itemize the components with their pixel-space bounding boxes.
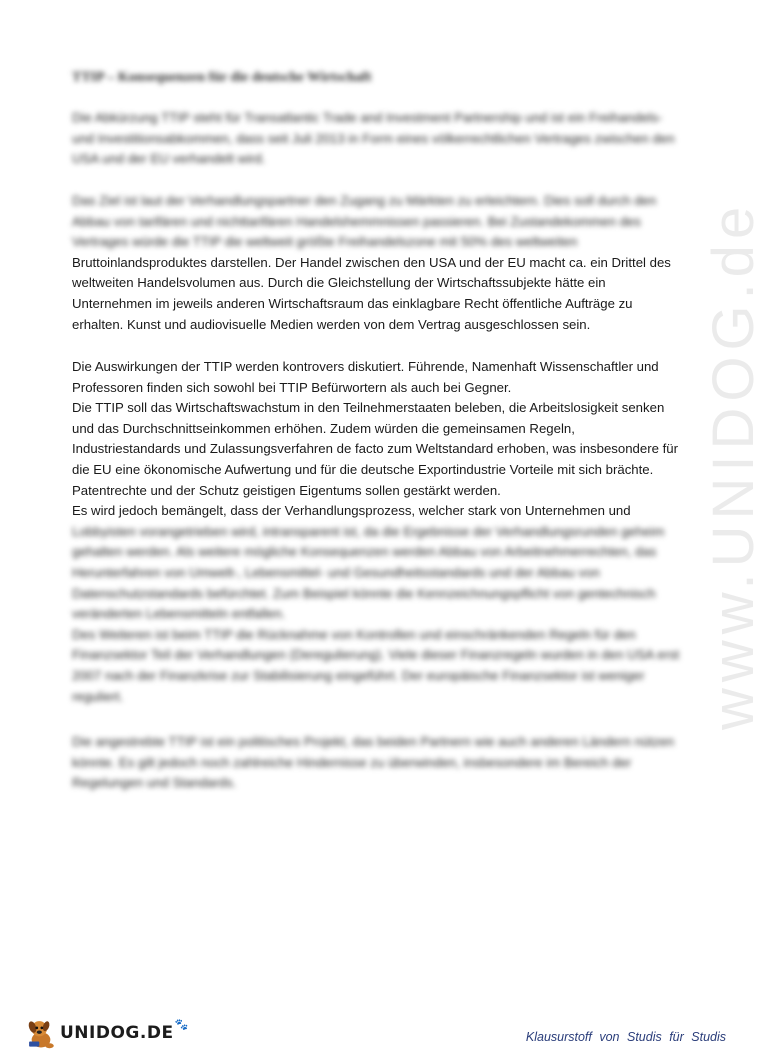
paragraph-effects-line1: Die Auswirkungen der TTIP werden kontrovers diskutiert. Führende, Namenhaft Wissenschaftler und Professoren finden sich sowohl bei TTIP Befürwortern als auch bei Gegner.: [72, 359, 659, 395]
paragraph-intro-text: Die Abkürzung TTIP steht für Transatlantic Trade and Investment Partnership und ist ein Freihandels- und Investitionsabkommen, dass seit Juli 2013 in Form eines völkerrechtlichen Vertrages zwischen den USA und der EU verhandelt wird.: [72, 110, 675, 167]
paragraph-conclusion: [72, 732, 682, 794]
unidog-logo[interactable]: [24, 1016, 188, 1050]
paragraph-effects-line2: Die TTIP soll das Wirtschaftswachstum in den Teilnehmerstaaten beleben, die Arbeitslosigkeit senken und das Durchschnittseinkommen erhöhen. Zudem würden die gemeinsamen Regeln, Industriestandards und Zulassungsverfahren de facto zum Weltstandard erhoben, was insbesondere für die EU eine ökonomische Aufwertung und für die deutsche Exportindustrie Vorteile mit sich brächte. Patentrechte und der Schutz geistigen Eigentums sollen gestärkt werden.: [72, 400, 679, 498]
dog-mascot-icon: [24, 1016, 58, 1050]
footer-tagline: Klausurstoff von Studis für Studis: [525, 1030, 726, 1044]
logo-text: UNIDOG.DE: [60, 1023, 174, 1043]
paragraph-effects-blurred: Lobbyisten vorangetrieben wird, intransparent ist, da die Ergebnisse der Verhandlungsrunden geheim gehalten werden. Als weitere mögliche Konsequenzen werden Abbau von Arbeitnehmerrechten, das Herunterfahren von Umwelt-, Lebensmittel- und Gesundheitsstandards und der Abbau von Datenschutzstandards befürchtet. Zum Beispiel könnte die Kennzeichnungspflicht von gentechnisch veränderten Lebensmitteln entfallen.: [72, 523, 665, 622]
paragraph-effects: [72, 357, 682, 707]
paragraph-goals: [72, 191, 682, 335]
paragraph-intro: [72, 108, 682, 170]
paragraph-goals-blurred: Das Ziel ist laut der Verhandlungspartner den Zugang zu Märkten zu erleichtern. Dies soll durch den Abbau von tarifären und nichttarifären Handelshemmnissen passieren. Bei Zustandekommen des Vertrages würde die TTIP die weltweit größte Freihandelszone mit 50% des weltweiten: [72, 193, 657, 250]
paragraph-effects-line3: Es wird jedoch bemängelt, dass der Verhandlungsprozess, welcher stark von Unternehmen und: [72, 503, 631, 519]
paragraph-conclusion-text: Die angestrebte TTIP ist ein politisches Projekt, das beiden Partnern wie auch anderen Ländern nützen könnte. Es gilt jedoch noch zahlreiche Hindernisse zu überwinden, insbesondere im Bereich der Regelungen und Standards.: [72, 734, 675, 791]
paragraph-effects-blurred-2: Des Weiteren ist beim TTIP die Rücknahme von Kontrollen und einschränkenden Regeln für den Finanzsektor Teil der Verhandlungen (Deregulierung). Viele dieser Finanzregeln wurden in den USA erst 2007 nach der Finanzkrise zur Stabilisierung eingeführt. Der europäische Finanzsektor ist weniger reguliert.: [72, 626, 680, 704]
watermark: www.UNIDOG.de: [701, 200, 766, 730]
paragraph-goals-clear: Bruttoinlandsproduktes darstellen. Der Handel zwischen den USA und der EU macht ca. ein Drittel des weltweiten Handelsvolumen aus. Durch die Gleichstellung der Wirtschaftssubjekte hätte ein Unternehmen im jeweils anderen Wirtschaftsraum das einklagbare Recht öffentliche Aufträge zu erhalten. Kunst und audiovisuelle Medien werden von dem Vertrag ausgeschlossen sein.: [72, 254, 671, 332]
paw-icon: 🐾: [174, 1018, 189, 1031]
document-title: TTIP – Konsequenzen für die deutsche Wirtschaft: [72, 70, 372, 85]
